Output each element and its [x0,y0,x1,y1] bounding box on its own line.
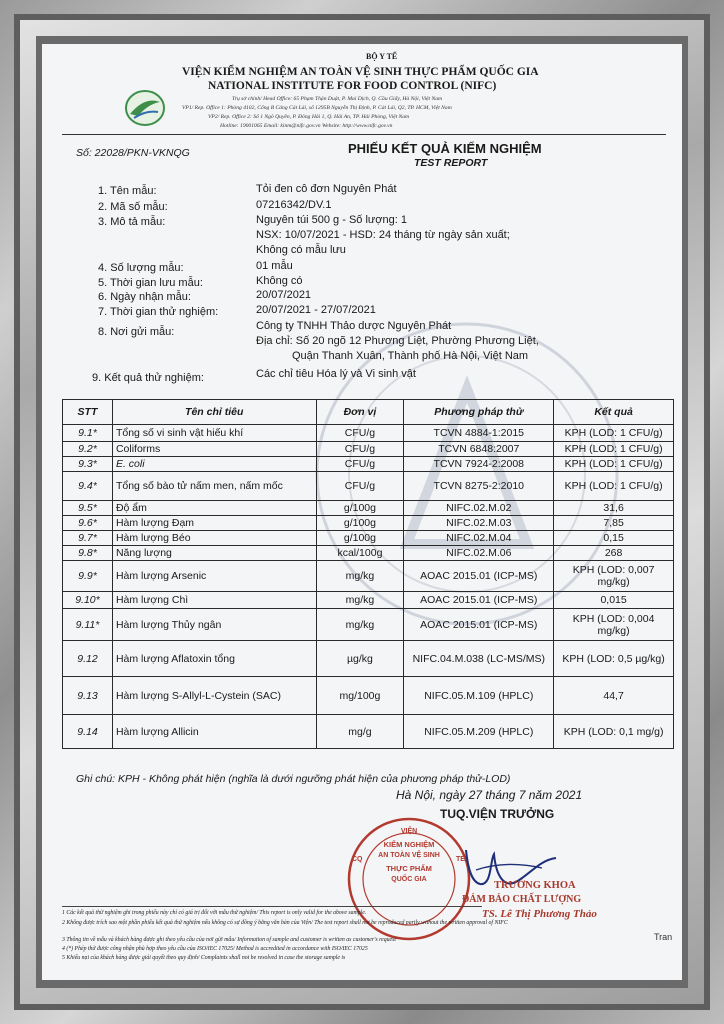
field-value-sample-name: Tỏi đen cô đơn Nguyên Phát [256,183,397,195]
row-method: NIFC.02.M.06 [404,546,554,561]
row-name: Hàm lượng S-Allyl-L-Cystein (SAC) [112,677,316,715]
footnote-divider [62,906,482,907]
row-result: 44,7 [554,677,674,715]
table-row [63,457,674,472]
row-stt: 9.10* [63,592,113,609]
row-stt: 9.12 [63,641,113,677]
ministry-name: BỘ Y TẾ [366,52,398,61]
footnote: 3 Thông tin về mẫu và khách hàng được ghi theo yêu cầu của nơi gửi mẫu/ Information of sample and customer is written as customer's request [62,937,396,943]
row-method: AOAC 2015.01 (ICP-MS) [404,592,554,609]
row-method: NIFC.02.M.04 [404,531,554,546]
row-unit: µg/kg [316,641,404,677]
row-unit: g/100g [316,501,404,516]
row-result: 0,015 [554,592,674,609]
row-result: 7,85 [554,516,674,531]
office-2-address: VP2/ Rep. Office 2: Số 1 Ngô Quyền, P. Đông Hải 1, Q. Hải An, TP. Hải Phòng, Việt Nam [208,114,410,120]
table-row [63,592,674,609]
page-edge-text: Tran [654,932,673,942]
row-name: E. coli [112,457,316,472]
table-row [63,442,674,457]
field-value-retention: Không có [256,275,303,287]
field-value-quantity: 01 mẫu [256,260,293,272]
row-stt: 9.9* [63,561,113,592]
row-result: 0,15 [554,531,674,546]
table-row [63,561,674,592]
row-stt: 9.1* [63,425,113,442]
table-row [63,531,674,546]
field-label: 1. Tên mẫu: [98,185,157,197]
col-header-result: Kết quả [554,400,674,425]
document-number: Số: 22028/PKN-VKNQG [76,147,190,159]
row-stt: 9.4* [63,472,113,501]
report-title-vi: PHIẾU KẾT QUẢ KIỂM NGHIỆM [348,141,542,156]
field-label: 2. Mã số mẫu: [98,201,168,213]
col-header-method: Phương pháp thử [404,400,554,425]
row-unit: kcal/100g [316,546,404,561]
row-unit: mg/kg [316,592,404,609]
row-method: NIFC.05.M.209 (HPLC) [404,715,554,749]
row-method: NIFC.02.M.03 [404,516,554,531]
row-name: Hàm lượng Thủy ngân [112,609,316,641]
row-result: KPH (LOD: 1 CFU/g) [554,457,674,472]
signatory-title: TUQ.VIỆN TRƯỞNG [440,807,555,821]
field-value-received-date: 20/07/2021 [256,289,312,301]
row-stt: 9.13 [63,677,113,715]
row-name: Hàm lượng Aflatoxin tổng [112,641,316,677]
row-name: Năng lượng [112,546,316,561]
row-name: Hàm lượng Béo [112,531,316,546]
row-unit: g/100g [316,516,404,531]
table-row [63,546,674,561]
row-method: TCVN 8275-2:2010 [404,472,554,501]
table-row [63,609,674,641]
field-label: 4. Số lượng mẫu: [98,262,184,274]
row-method: AOAC 2015.01 (ICP-MS) [404,609,554,641]
row-method: NIFC.05.M.109 (HPLC) [404,677,554,715]
row-stt: 9.11* [63,609,113,641]
row-name: Coliforms [112,442,316,457]
col-header-name: Tên chỉ tiêu [112,400,316,425]
institute-name-vi: VIỆN KIỂM NGHIỆM AN TOÀN VỆ SINH THỰC PHẨM QUỐC GIA [182,66,539,78]
test-report-document [42,44,682,980]
row-name: Độ ẩm [112,501,316,516]
row-result: KPH (LOD: 1 CFU/g) [554,472,674,501]
row-unit: CFU/g [316,472,404,501]
field-value-sender: Công ty TNHH Thảo dược Nguyên Phát [256,320,452,332]
row-name: Hàm lượng Đạm [112,516,316,531]
row-unit: CFU/g [316,442,404,457]
row-unit: CFU/g [316,425,404,442]
dept-title-2: ĐẢM BẢO CHẤT LƯỢNG [462,894,582,905]
col-header-unit: Đơn vị [316,400,404,425]
table-row [63,501,674,516]
row-method: AOAC 2015.01 (ICP-MS) [404,561,554,592]
field-value-address: Địa chỉ: Số 20 ngõ 12 Phương Liệt, Phường Phương Liệt, [256,335,539,347]
table-row [63,472,674,501]
row-unit: mg/kg [316,561,404,592]
field-value-description-3: Không có mẫu lưu [256,244,346,256]
row-stt: 9.3* [63,457,113,472]
field-value-sample-code: 07216342/DV.1 [256,199,332,211]
field-label: 7. Thời gian thử nghiệm: [98,306,219,318]
row-unit: CFU/g [316,457,404,472]
field-value-description: Nguyên túi 500 g - Số lượng: 1 [256,214,407,226]
field-value-address-2: Quận Thanh Xuân, Thành phố Hà Nội, Việt Nam [292,350,529,362]
field-value-test-period: 20/07/2021 - 27/07/2021 [256,304,376,316]
stamp-line: KIỂM NGHIỆM [383,840,435,849]
table-header-row [63,400,674,425]
institute-name-en: NATIONAL INSTITUTE FOR FOOD CONTROL (NIFC) [208,80,497,92]
results-table [62,399,674,749]
row-result: KPH (LOD: 1 CFU/g) [554,442,674,457]
field-label: 6. Ngày nhận mẫu: [98,291,191,303]
col-header-stt: STT [63,400,113,425]
field-label: 5. Thời gian lưu mẫu: [98,277,203,289]
row-result: KPH (LOD: 0,5 µg/kg) [554,641,674,677]
stamp-line: AN TOÀN VỆ SINH [378,852,440,859]
row-unit: mg/g [316,715,404,749]
row-method: TCVN 7924-2:2008 [404,457,554,472]
head-office-address: Trụ sở chính/ Head Office: 65 Phạm Thận Duật, P. Mai Dịch, Q. Cầu Giấy, Hà Nội, Việt Nam [232,96,443,102]
stamp-side-text: TE [456,856,465,863]
office-1-address: VP1/ Rep. Office 1: Phòng 4102, Cống B Cảng Cát Lái, số 1295B Nguyễn Thị Định, P. Cát Lái, Q2, TP. HCM, Việt Nam [182,105,452,111]
row-result: 268 [554,546,674,561]
row-method: NIFC.02.M.02 [404,501,554,516]
note-text: Ghi chú: KPH - Không phát hiện (nghĩa là dưới ngưỡng phát hiện của phương pháp thử-LOD) [76,773,511,785]
footnote: 2 Không được trích sao một phần phiếu kết quả thử nghiệm nếu không có sự đồng ý bằng văn bản của Viện/ The test report shall not be reproduced partly without the written approval of NIFC [62,920,508,926]
row-name: Tổng số vi sinh vật hiếu khí [112,425,316,442]
stamp-line: QUỐC GIA [391,876,427,883]
row-stt: 9.14 [63,715,113,749]
row-result: 31,6 [554,501,674,516]
row-unit: g/100g [316,531,404,546]
table-row [63,677,674,715]
field-value-test-scope: Các chỉ tiêu Hóa lý và Vi sinh vật [256,368,416,380]
stamp-line: VIỆN [400,828,418,835]
row-result: KPH (LOD: 0,004 mg/kg) [554,609,674,641]
signer-name: TS. Lê Thị Phương Thảo [482,908,597,920]
row-name: Hàm lượng Arsenic [112,561,316,592]
table-row [63,715,674,749]
field-value-description-2: NSX: 10/07/2021 - HSD: 24 tháng từ ngày sản xuất; [256,229,510,241]
row-stt: 9.6* [63,516,113,531]
field-label: 9. Kết quả thử nghiệm: [92,372,204,384]
table-row [63,516,674,531]
dept-title: TRƯỞNG KHOA [494,880,576,891]
row-name: Hàm lượng Chì [112,592,316,609]
footnote: 5 Khiếu nại của khách hàng được giải quyết theo quy định/ Complaints shall not be resolved in case the storage sample is [62,955,346,961]
row-unit: mg/kg [316,609,404,641]
row-method: TCVN 6848:2007 [404,442,554,457]
row-result: KPH (LOD: 0,1 mg/g) [554,715,674,749]
footnote: 1 Các kết quả thử nghiệm ghi trong phiếu này chỉ có giá trị đối với mẫu thử nghiệm/ This report is only valid for the above sample. [62,910,367,916]
field-label: 3. Mô tả mẫu: [98,216,166,228]
table-row [63,425,674,442]
row-stt: 9.7* [63,531,113,546]
stamp-line: THỰC PHẨM [386,864,432,873]
row-stt: 9.8* [63,546,113,561]
row-stt: 9.2* [63,442,113,457]
table-row [63,641,674,677]
row-result: KPH (LOD: 0,007 mg/kg) [554,561,674,592]
row-result: KPH (LOD: 1 CFU/g) [554,425,674,442]
header-divider [62,134,666,135]
row-name: Hàm lượng Allicin [112,715,316,749]
nifc-logo-icon [124,88,166,128]
stamp-side-text: CQ [352,856,363,863]
row-method: TCVN 4884-1:2015 [404,425,554,442]
row-name: Tổng số bào tử nấm men, nấm mốc [112,472,316,501]
row-stt: 9.5* [63,501,113,516]
place-date: Hà Nội, ngày 27 tháng 7 năm 2021 [396,788,583,802]
row-method: NIFC.04.M.038 (LC-MS/MS) [404,641,554,677]
field-label: 8. Nơi gửi mẫu: [98,326,175,338]
footnote: 4 (*) Phép thử được công nhận phù hợp theo yêu cầu của ISO/IEC 17025/ Method is accredited in accordance with ISO/IEC 17025 [62,946,368,952]
row-unit: mg/100g [316,677,404,715]
report-title-en: TEST REPORT [414,157,488,169]
contact-info: Hotline: 19001065 Email: kinm@nifc.gov.vn Website: http://www.nifc.gov.vn [220,123,393,129]
